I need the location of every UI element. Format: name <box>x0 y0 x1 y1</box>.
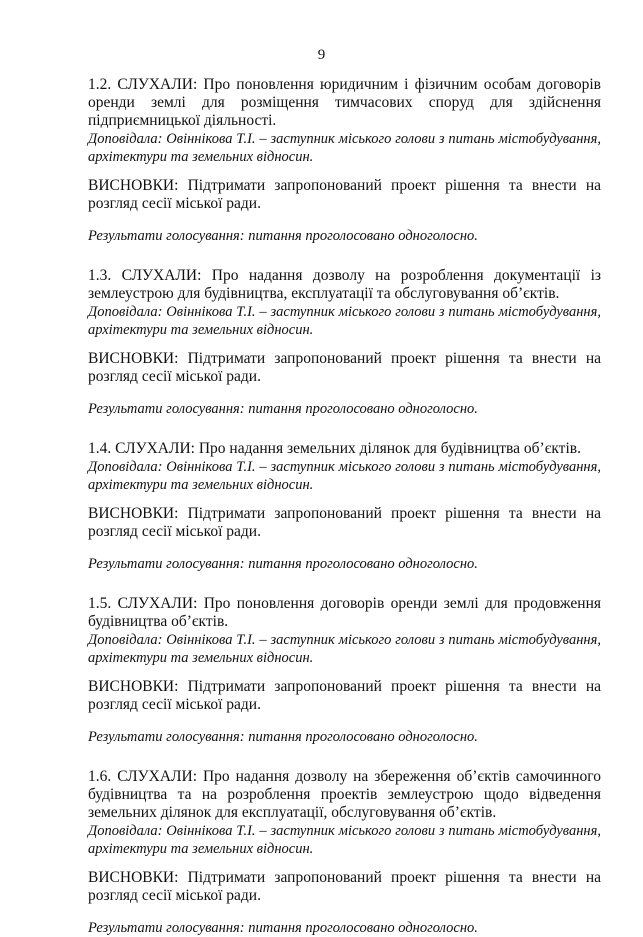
conclusion-paragraph: ВИСНОВКИ: Підтримати запропонований проект рішення та внести на розгляд сесії міської ради. <box>88 350 601 385</box>
conclusion-paragraph: ВИСНОВКИ: Підтримати запропонований проект рішення та внести на розгляд сесії міської ради. <box>88 869 601 904</box>
vote-result: Результати голосування: питання проголосовано одноголосно. <box>88 228 478 244</box>
agenda-item <box>88 267 601 418</box>
reporter-paragraph: Доповідала: Овіннікова Т.І. – заступник міського голови з питань містобудування, архітектури та земельних відносин. <box>88 632 601 666</box>
conclusion-paragraph: ВИСНОВКИ: Підтримати запропонований проект рішення та внести на розгляд сесії міської ради. <box>88 177 601 212</box>
conclusion-paragraph: ВИСНОВКИ: Підтримати запропонований проект рішення та внести на розгляд сесії міської ради. <box>88 505 601 540</box>
conclusion-paragraph: ВИСНОВКИ: Підтримати запропонований проект рішення та внести на розгляд сесії міської ради. <box>88 678 601 713</box>
heard-paragraph: 1.4. СЛУХАЛИ: Про надання земельних ділянок для будівництва об’єктів. <box>88 440 581 457</box>
heard-paragraph: 1.6. СЛУХАЛИ: Про надання дозволу на збереження об’єктів самочинного будівництва та на розроблення проектів землеустрою щодо відведення земельних ділянок для експлуатації, обслуговування об’єктів. <box>88 768 601 821</box>
reporter-paragraph: Доповідала: Овіннікова Т.І. – заступник міського голови з питань містобудування, архітектури та земельних відносин. <box>88 459 601 493</box>
page-number: 9 <box>317 47 326 63</box>
heard-paragraph: 1.2. СЛУХАЛИ: Про поновлення юридичним і фізичним особам договорів оренди землі для розміщення тимчасових споруд для здійснення підприємницької діяльності. <box>88 76 601 129</box>
agenda-item <box>88 595 601 746</box>
agenda-item <box>88 440 601 573</box>
vote-result: Результати голосування: питання проголосовано одноголосно. <box>88 729 478 745</box>
reporter-paragraph: Доповідала: Овіннікова Т.І. – заступник міського голови з питань містобудування, архітектури та земельних відносин. <box>88 131 601 165</box>
reporter-paragraph: Доповідала: Овіннікова Т.І. – заступник міського голови з питань містобудування, архітектури та земельних відносин. <box>88 823 601 857</box>
agenda-item <box>88 76 601 245</box>
reporter-paragraph: Доповідала: Овіннікова Т.І. – заступник міського голови з питань містобудування, архітектури та земельних відносин. <box>88 304 601 338</box>
vote-result: Результати голосування: питання проголосовано одноголосно. <box>88 920 478 936</box>
heard-paragraph: 1.5. СЛУХАЛИ: Про поновлення договорів оренди землі для продовження будівництва об’єктів. <box>88 595 601 630</box>
vote-result: Результати голосування: питання проголосовано одноголосно. <box>88 401 478 417</box>
agenda-item <box>88 768 601 937</box>
vote-result: Результати голосування: питання проголосовано одноголосно. <box>88 556 478 572</box>
heard-paragraph: 1.3. СЛУХАЛИ: Про надання дозволу на розроблення документації із землеустрою для будівництва, експлуатації та обслуговування об’єктів. <box>88 267 601 302</box>
minutes-content <box>88 76 601 937</box>
